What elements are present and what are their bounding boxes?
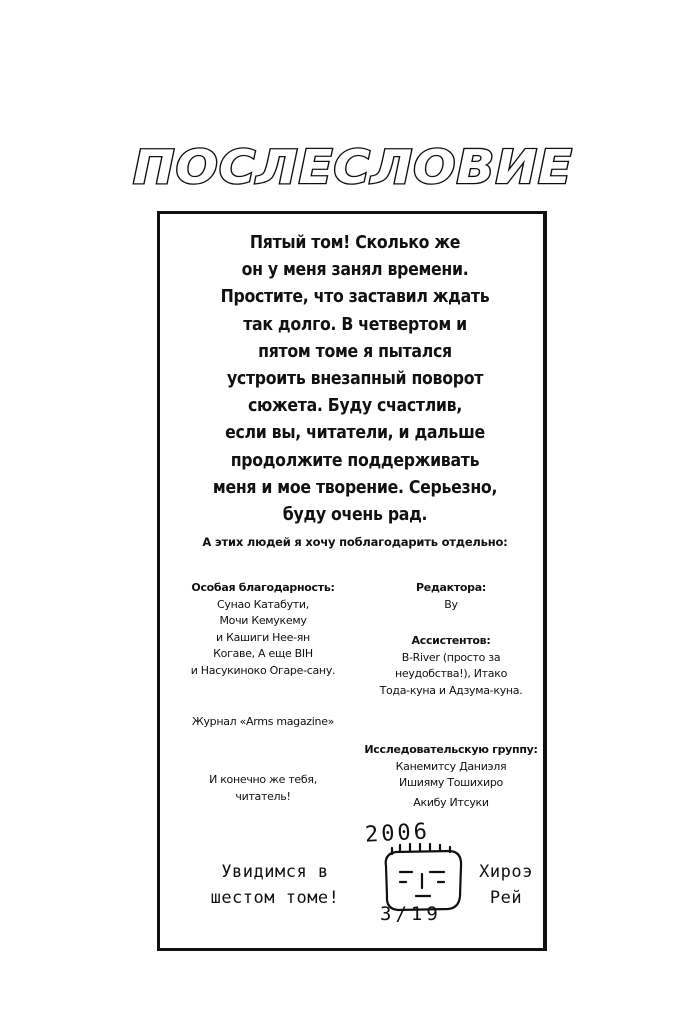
- special-thanks-heading: Особая благодарность:: [191, 581, 335, 594]
- body-line: пятом томе я пытался: [258, 341, 452, 362]
- assistants-block: [358, 633, 544, 699]
- special-thanks-line: Мочи Кемукему: [219, 614, 307, 627]
- author-name-line: Хироэ: [479, 862, 533, 882]
- farewell-line: шестом томе!: [210, 888, 340, 908]
- research-line: Канемитсу Даниэля: [395, 759, 507, 773]
- reader-line: И конечно же тебя,: [209, 773, 317, 786]
- farewell-message: [200, 859, 350, 911]
- research-block: [358, 742, 544, 811]
- reader-thanks: [174, 772, 352, 805]
- title-text: ПОСЛЕСЛОВИЕ: [133, 140, 573, 194]
- special-thanks-line: Когаве, А еще BIH: [213, 647, 313, 660]
- editors-block: [358, 580, 544, 613]
- research-heading: Исследовательскую группу:: [364, 743, 538, 756]
- editors-heading: Редактора:: [416, 581, 486, 594]
- special-thanks-block: [174, 580, 352, 679]
- assistants-heading: Ассистентов:: [411, 634, 491, 647]
- farewell-line: Увидимся в: [221, 862, 329, 882]
- assistants-line: неудобства!), Итако: [394, 667, 507, 680]
- author-signature: [475, 859, 537, 911]
- body-line: устроить внезапный поворот: [226, 369, 484, 390]
- body-line: сюжета. Буду счастлив,: [247, 396, 463, 417]
- assistants-line: Тода-куна и Адзума-куна.: [379, 683, 523, 697]
- body-line: меня и мое творение. Серьезно,: [212, 477, 498, 498]
- body-line: Пятый том! Сколько же: [249, 233, 461, 253]
- special-thanks-line: и Насукиноко Огаре-сану.: [190, 663, 336, 677]
- left-credits-column: [174, 580, 352, 860]
- body-line: так долго. В четвертом и: [243, 314, 467, 335]
- editors-line: Bу: [444, 597, 458, 611]
- afterword-frame: [157, 211, 547, 951]
- thanks-intro: А этих людей я хочу поблагодарить отдельно:: [202, 535, 508, 549]
- magazine-credit: [174, 714, 352, 731]
- author-name-line: Рей: [489, 888, 523, 908]
- special-thanks-line: и Кашиги Нее-ян: [216, 630, 310, 644]
- research-line: Акибу Итсуки: [413, 795, 489, 809]
- body-line: буду очень рад.: [282, 505, 428, 526]
- right-credits-column: [358, 580, 544, 820]
- page-title: [128, 136, 578, 196]
- afterword-body: [160, 230, 550, 529]
- body-line: он у меня занял времени.: [241, 260, 469, 281]
- handwritten-year: 2006: [364, 819, 431, 848]
- body-line: Простите, что заставил ждать: [220, 287, 490, 308]
- assistants-line: B-River (просто за: [401, 650, 501, 664]
- special-thanks-line: Сунао Катабути,: [217, 597, 309, 611]
- reader-line: читатель!: [235, 789, 291, 803]
- body-line: если вы, читатели, и дальше: [225, 423, 485, 444]
- handwritten-date: 3/19: [380, 903, 442, 925]
- research-line: Ишияму Тошихиро: [399, 776, 503, 789]
- magazine-line: Журнал «Arms magazine»: [191, 715, 335, 728]
- body-line: продолжите поддерживать: [230, 450, 480, 471]
